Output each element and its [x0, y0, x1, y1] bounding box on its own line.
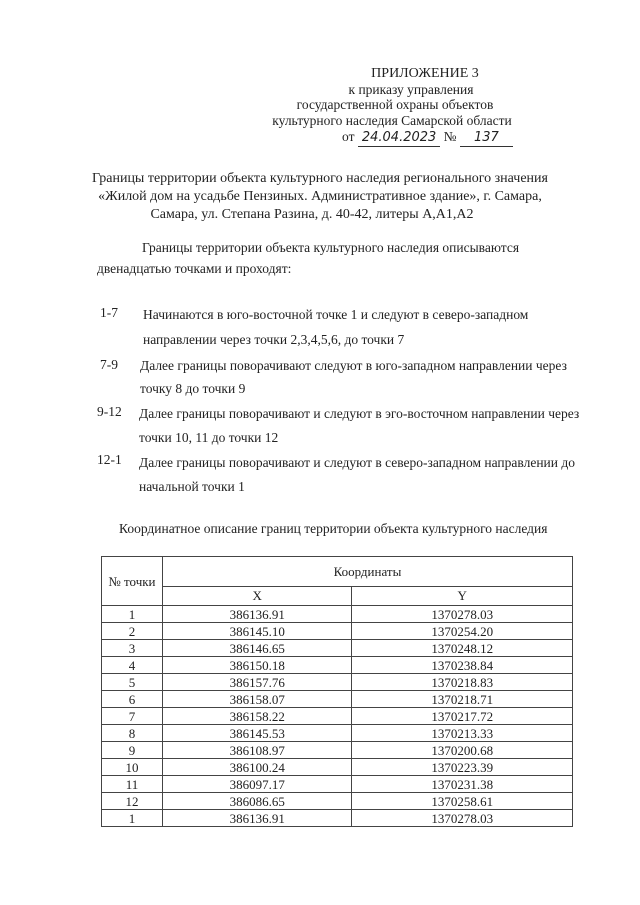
table-row [102, 776, 573, 793]
cell-x: 386100.24 [162, 759, 352, 776]
header-coordinates: Координаты [162, 557, 572, 587]
segment-range: 1-7 [100, 305, 118, 320]
order-date: 24.04.2023 [358, 130, 440, 147]
cell-point: 7 [102, 708, 163, 725]
header-y: Y [352, 586, 573, 605]
header-x: X [162, 586, 352, 605]
cell-x: 386145.10 [162, 623, 352, 640]
segment-text-line-2: точку 8 до точки 9 [140, 381, 246, 396]
segment-text-line-2: направлении через точки 2,3,4,5,6, до точки 7 [143, 332, 405, 347]
segment-text-line-1: Далее границы поворачивают следуют в юго-западном направлении через [140, 358, 567, 373]
cell-x: 386136.91 [162, 606, 352, 623]
cell-point: 3 [102, 640, 163, 657]
cell-y: 1370223.39 [352, 759, 573, 776]
table-row [102, 606, 573, 623]
cell-x: 386097.17 [162, 776, 352, 793]
appendix-title: ПРИЛОЖЕНИЕ 3 [371, 66, 479, 81]
table-subheader-row [102, 586, 573, 605]
cell-x: 386145.53 [162, 725, 352, 742]
segment-text-line-1: Начинаются в юго-восточной точке 1 и следуют в северо-западном [143, 307, 529, 322]
cell-point: 1 [102, 810, 163, 827]
cell-y: 1370231.38 [352, 776, 573, 793]
cell-point: 9 [102, 742, 163, 759]
cell-y: 1370254.20 [352, 623, 573, 640]
table-row [102, 759, 573, 776]
order-number: 137 [460, 130, 513, 147]
cell-y: 1370278.03 [352, 606, 573, 623]
cell-point: 4 [102, 657, 163, 674]
table-row [102, 810, 573, 827]
segment-range: 9-12 [97, 404, 122, 419]
cell-x: 386108.97 [162, 742, 352, 759]
segment-text-line-1: Далее границы поворачивают и следуют в северо-западном направлении до [139, 455, 575, 470]
cell-y: 1370218.83 [352, 674, 573, 691]
cell-point: 1 [102, 606, 163, 623]
cell-y: 1370213.33 [352, 725, 573, 742]
cell-point: 10 [102, 759, 163, 776]
coordinates-table [101, 556, 573, 827]
segment-text-line-2: точки 10, 11 до точки 12 [139, 430, 279, 445]
table-row [102, 623, 573, 640]
document-title-line-2: «Жилой дом на усадьбе Пензиных. Административное здание», г. Самара, [98, 189, 542, 204]
number-label: № [443, 129, 457, 144]
cell-y: 1370217.72 [352, 708, 573, 725]
table-row [102, 742, 573, 759]
cell-y: 1370248.12 [352, 640, 573, 657]
cell-x: 386158.07 [162, 691, 352, 708]
cell-point: 11 [102, 776, 163, 793]
table-row [102, 708, 573, 725]
appendix-line-order: к приказу управления [348, 82, 474, 97]
table-row [102, 691, 573, 708]
cell-point: 5 [102, 674, 163, 691]
segment-range: 7-9 [100, 357, 118, 372]
table-header-row [102, 557, 573, 587]
cell-x: 386136.91 [162, 810, 352, 827]
table-row [102, 725, 573, 742]
cell-y: 1370278.03 [352, 810, 573, 827]
cell-x: 386086.65 [162, 793, 352, 810]
intro-line-1: Границы территории объекта культурного наследия описываются [142, 240, 520, 255]
segment-text-line-1: Далее границы поворачивают и следуют в эго-восточном направлении через [139, 406, 580, 421]
cell-y: 1370200.68 [352, 742, 573, 759]
table-row [102, 793, 573, 810]
cell-x: 386146.65 [162, 640, 352, 657]
order-date-line [342, 129, 513, 147]
cell-x: 386157.76 [162, 674, 352, 691]
cell-y: 1370238.84 [352, 657, 573, 674]
cell-x: 386150.18 [162, 657, 352, 674]
intro-line-2: двенадцатью точками и проходят: [97, 261, 292, 276]
cell-point: 8 [102, 725, 163, 742]
cell-point: 6 [102, 691, 163, 708]
from-label: от [342, 129, 355, 144]
table-row [102, 674, 573, 691]
appendix-line-department: государственной охраны объектов [296, 97, 494, 112]
cell-y: 1370258.61 [352, 793, 573, 810]
segment-text-line-2: начальной точки 1 [139, 479, 245, 494]
table-row [102, 640, 573, 657]
document-title-line-3: Самара, ул. Степана Разина, д. 40-42, литеры А,А1,А2 [150, 207, 474, 222]
cell-point: 12 [102, 793, 163, 810]
cell-point: 2 [102, 623, 163, 640]
header-point-number: № точки [102, 557, 163, 606]
document-title-line-1: Границы территории объекта культурного наследия регионального значения [92, 171, 548, 186]
appendix-line-region: культурного наследия Самарской области [272, 113, 512, 128]
table-row [102, 657, 573, 674]
segment-range: 12-1 [97, 452, 122, 467]
cell-y: 1370218.71 [352, 691, 573, 708]
table-title: Координатное описание границ территории объекта культурного наследия [119, 521, 548, 536]
cell-x: 386158.22 [162, 708, 352, 725]
